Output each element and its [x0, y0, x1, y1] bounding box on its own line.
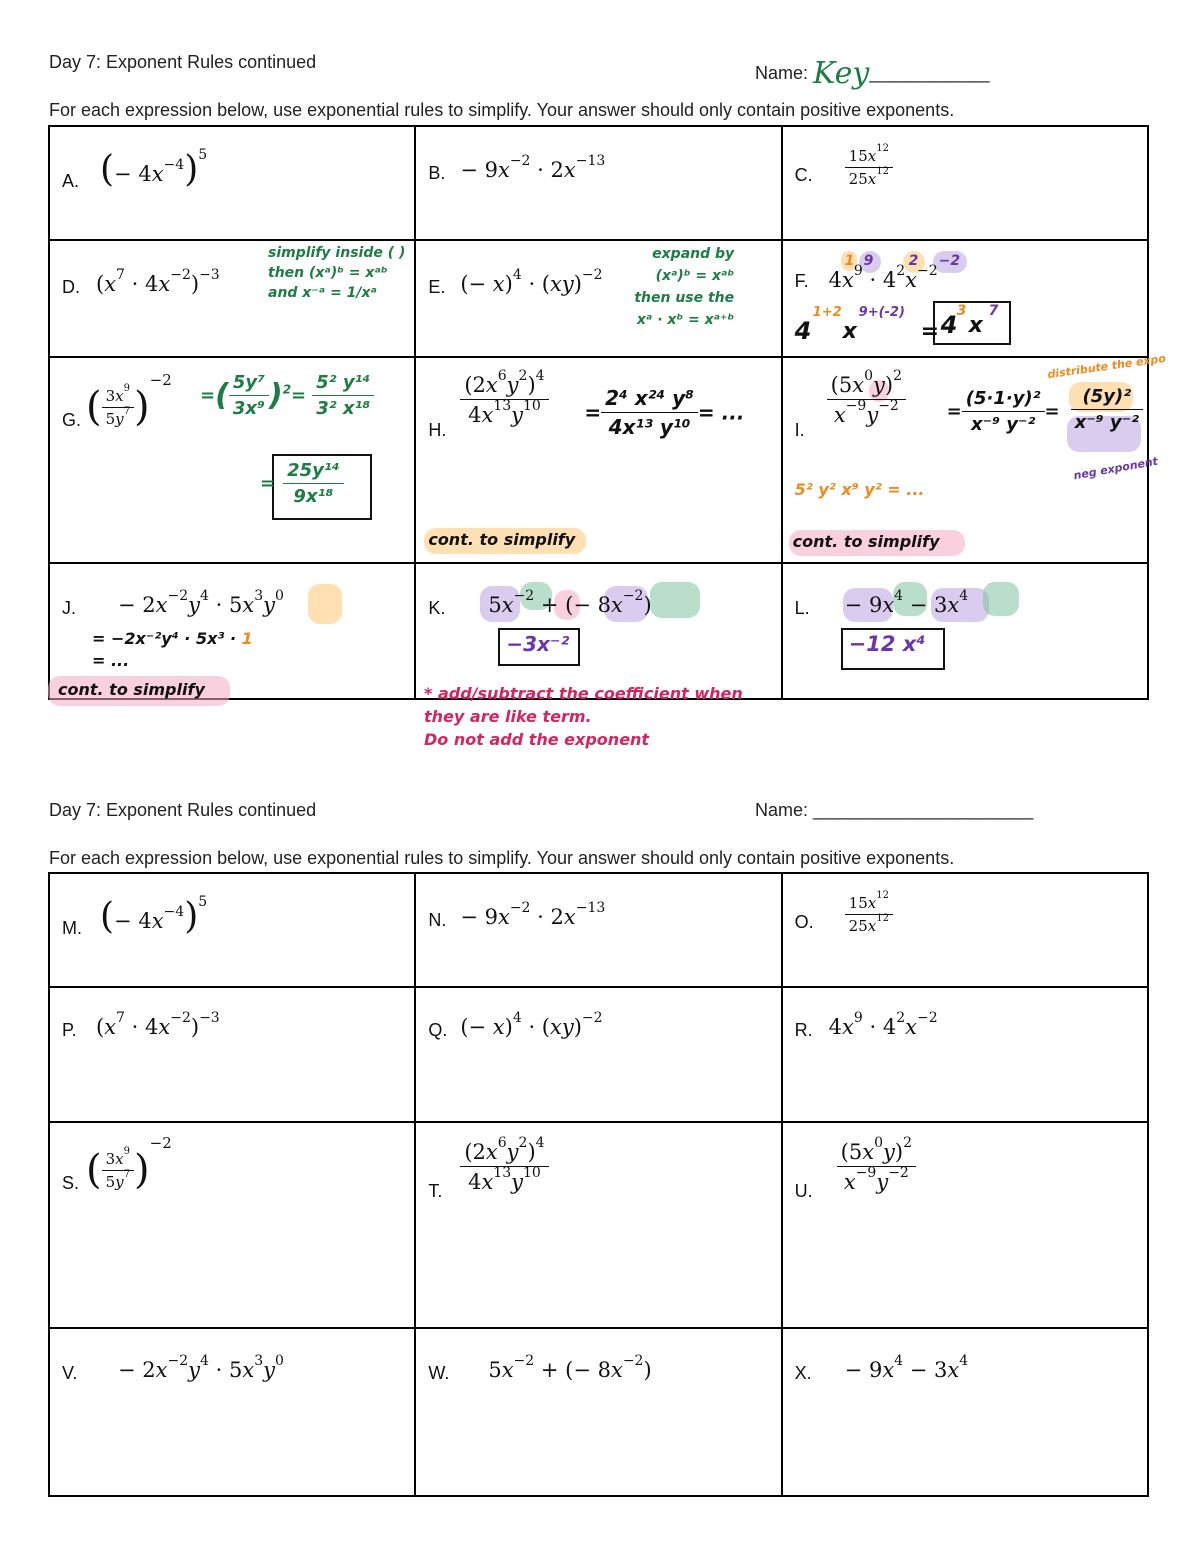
- problem-label: R.: [794, 1020, 813, 1040]
- problem-label: U.: [794, 1181, 813, 1201]
- sheet2-problem-table: [48, 872, 1149, 1497]
- cont-note-j: cont. to simplify: [58, 680, 205, 699]
- problem-label: G.: [62, 410, 82, 430]
- work-var: x: [842, 319, 857, 344]
- name-line: ______________________: [813, 800, 1034, 820]
- problem-p: [49, 987, 415, 1122]
- expression-b: − $9x^{-2} \cdot 2x^{-13}$: [460, 153, 606, 182]
- expression-c: $\frac{15x^{12}}{25x^{12}}$: [845, 147, 893, 188]
- highlight: [650, 582, 700, 618]
- problem-label: H.: [428, 420, 447, 440]
- problem-label: S.: [62, 1173, 80, 1193]
- name-value: Key: [813, 56, 870, 91]
- name-line: ____________: [869, 63, 990, 83]
- problem-w: [415, 1328, 781, 1496]
- name-label: Name:: [755, 63, 814, 83]
- expression-n: − $9x^{-2} \cdot 2x^{-13}$: [460, 900, 606, 929]
- problem-label: N.: [428, 910, 447, 930]
- expression-o: $\frac{15x^{12}}{25x^{12}}$: [845, 894, 893, 935]
- expression-w: $5x^{-2}$ + (− $8x^{-2}$): [488, 1353, 652, 1382]
- problem-label: M.: [62, 918, 82, 938]
- problem-label: C.: [794, 165, 813, 185]
- neg-exponent-note: neg exponent: [1072, 454, 1159, 483]
- problem-g: [49, 357, 415, 563]
- problem-label: W.: [428, 1363, 450, 1383]
- cont-note-i: cont. to simplify: [792, 532, 940, 551]
- problem-label: Q.: [428, 1020, 448, 1040]
- problem-v: [49, 1328, 415, 1496]
- answer-coef-exp: 3: [956, 303, 967, 319]
- highlight: [308, 584, 342, 624]
- problem-label: A.: [62, 171, 80, 191]
- work-f: [793, 305, 1013, 353]
- problem-label: E.: [428, 277, 446, 297]
- expression-t: $\frac{(2x^6y^2)^4}{4x^{13}y^{10}}$: [460, 1139, 548, 1194]
- expression-a: (− $4x^{-4})^5$: [100, 147, 208, 190]
- problem-s: [49, 1122, 415, 1328]
- work-i-bottom: 5² y² x⁹ y² = ...: [794, 480, 925, 499]
- answer-l: −12 x⁴: [848, 632, 926, 656]
- sheet2-title: Day 7: Exponent Rules continued: [49, 800, 317, 820]
- problem-h: [415, 357, 781, 563]
- expression-q: (− x)$^4$ · (xy)$^{-2}$: [460, 1010, 603, 1039]
- work-g: =( $\frac{\text{5y⁷}}{\text{3x⁹}}$ )$^2$= $\frac{\text{5² y¹⁴}}{\text{3² x¹⁸}}$: [200, 372, 374, 419]
- name-label: Name:: [755, 800, 814, 820]
- expression-j: − $2x^{-2}y^4 \cdot 5x^3y^0$: [118, 588, 284, 617]
- expression-i: $\frac{(5x^0y)^2}{x^{-9}y^{-2}}$: [827, 372, 906, 427]
- answer-g: = $\frac{\text{25y¹⁴}}{\text{9x¹⁸}}$: [260, 460, 344, 507]
- problem-j: [49, 563, 415, 699]
- highlight: [983, 582, 1019, 616]
- problem-a: [49, 126, 415, 240]
- problem-label: P.: [62, 1020, 77, 1040]
- work-h: = $\frac{\text{2⁴ x²⁴ y⁸}}{\text{4x¹³ y¹⁰}}$ = ...: [584, 386, 745, 439]
- expression-h: $\frac{(2x^6y^2)^4}{4x^{13}y^{10}}$: [460, 372, 548, 427]
- problem-label: X.: [794, 1363, 812, 1383]
- annotation-d: simplify inside ( ) then (xᵃ)ᵇ = xᵃᵇ and x⁻ᵃ = 1/xᵃ: [268, 245, 406, 301]
- expression-s: ( $\frac{3x^9}{5y^7}$ )$^{-2}$: [86, 1134, 172, 1193]
- work-eq: =: [920, 319, 940, 344]
- expression-m: (− $4x^{-4})^5$: [100, 894, 208, 937]
- problem-i: [782, 351, 1167, 563]
- answer-k: −3x⁻²: [506, 632, 570, 656]
- expression-l: − $9x^4 - 3x^4$: [844, 588, 969, 617]
- problem-t: [415, 1122, 781, 1328]
- problem-label: F.: [794, 271, 809, 291]
- problem-label: T.: [428, 1181, 443, 1201]
- sheet1-name-field: [755, 52, 990, 91]
- answer-var: x: [968, 313, 983, 338]
- problem-label: I.: [794, 420, 805, 440]
- work-j: = −2x⁻²y⁴ · 5x³ · 1 = ...: [92, 629, 253, 670]
- problem-label: K.: [428, 598, 446, 618]
- work-i: = $\frac{\text{(5·1·y)²}}{\text{x⁻⁹ y⁻²}}$ =: [946, 388, 1060, 435]
- expression-f: $4x^9 \cdot 4^2x^{-2}$: [828, 263, 938, 292]
- problem-x: [782, 1328, 1148, 1496]
- sheet1-instructions: For each expression below, use exponential rules to simplify. Your answer should only contain positive exponents.: [49, 100, 955, 120]
- expression-g: ( $\frac{3x^9}{5y^7}$ )$^{-2}$: [86, 371, 172, 430]
- problem-f: [782, 240, 1148, 357]
- problem-o: [782, 873, 1148, 987]
- problem-r: [782, 987, 1148, 1122]
- problem-u: [782, 1122, 1148, 1328]
- expression-e: (− x)$^4$ · (xy)$^{-2}$: [460, 267, 603, 296]
- expression-u: $\frac{(5x^0y)^2}{x^{-9}y^{-2}}$: [837, 1139, 916, 1194]
- problem-label: L.: [794, 598, 810, 618]
- work-coef: 4: [794, 317, 812, 345]
- sheet2-name-field: [755, 800, 1033, 821]
- problem-m: [49, 873, 415, 987]
- sheet2-instructions: For each expression below, use exponential rules to simplify. Your answer should only contain positive exponents.: [49, 848, 955, 868]
- mark: 1: [844, 253, 855, 269]
- problem-label: J.: [62, 598, 77, 618]
- mark: 2: [908, 253, 919, 269]
- expression-r: $4x^9 \cdot 4^2x^{-2}$: [828, 1010, 938, 1039]
- problem-l: [782, 563, 1148, 699]
- problem-label: B.: [428, 163, 446, 183]
- problem-label: D.: [62, 277, 80, 297]
- k-note: * add/subtract the coefficient when they are like term. Do not add the exponent: [424, 684, 743, 749]
- problem-n: [415, 873, 781, 987]
- expression-x: − $9x^4 - 3x^4$: [844, 1353, 969, 1382]
- problem-q: [415, 987, 781, 1122]
- problem-e: [415, 240, 781, 357]
- expression-d: $(x^7 \cdot 4x^{-2})^{-3}$: [96, 267, 220, 296]
- expression-k: $5x^{-2}$ + (− $8x^{-2}$): [488, 588, 652, 617]
- work-var-exp: 9+(-2): [858, 305, 905, 320]
- answer-coef: 4: [940, 311, 958, 339]
- problem-label: O.: [794, 912, 814, 932]
- mark: −2: [938, 253, 961, 269]
- highlight-fraction-i: $\frac{\text{(5y)²}}{\text{x⁻⁹ y⁻²}}$: [1071, 386, 1143, 433]
- mark: 9: [863, 253, 874, 269]
- sheet1-title: Day 7: Exponent Rules continued: [49, 52, 317, 72]
- problem-k: [415, 563, 781, 699]
- distribute-note: distribute the expo: [1046, 351, 1167, 382]
- problem-label: V.: [62, 1363, 78, 1383]
- expression-p: $(x^7 \cdot 4x^{-2})^{-3}$: [96, 1010, 220, 1039]
- problem-d: [49, 240, 415, 357]
- annotation-e: expand by (xᵃ)ᵇ = xᵃᵇ then use the xᵃ · xᵇ = xᵃ⁺ᵇ: [634, 246, 735, 328]
- work-coef-exp: 1+2: [812, 305, 842, 320]
- cont-note-h: cont. to simplify: [428, 530, 576, 549]
- problem-b: [415, 126, 781, 240]
- problem-c: [782, 126, 1148, 240]
- expression-v: − $2x^{-2}y^4 \cdot 5x^3y^0$: [118, 1353, 284, 1382]
- sheet1-problem-table: [48, 125, 1167, 700]
- answer-var-exp: 7: [988, 303, 999, 319]
